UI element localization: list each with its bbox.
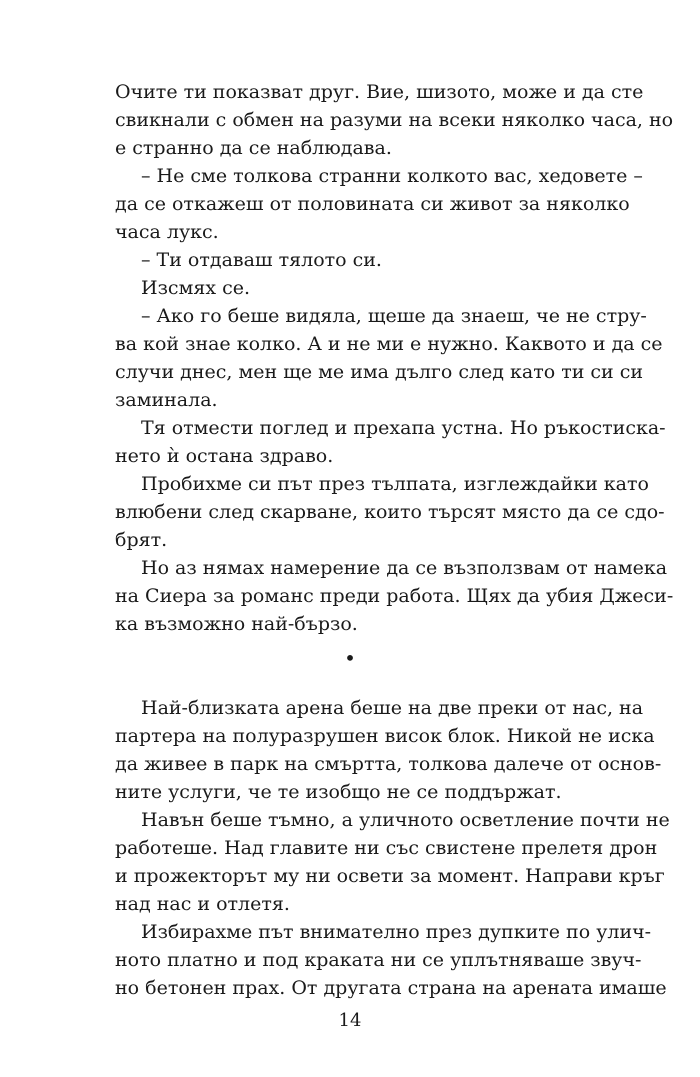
text-line: и прожекторът му ни освети за момент. Направи кръг [115,865,665,887]
text-line: но бетонен прах. От другата страна на арената имаше [115,977,667,999]
paragraph [89,414,666,470]
text-line: – Ти отдаваш тялото си. [141,249,382,271]
text-line: да се откажеш от половината си живот за няколко [115,193,630,215]
scene-break-bullet: • [344,646,356,670]
text-line: Избирахме път внимателно през дупките по улич- [141,921,652,943]
paragraph [89,806,670,918]
paragraph [89,302,663,414]
paragraph [89,470,665,554]
paragraph [89,246,601,274]
text-block-2 [89,694,670,1002]
text-line: случи днес, мен ще ме има дълго след като ти си си [115,361,644,383]
text-line: Пробихме си път през тълпата, изглеждайки като [141,473,649,495]
text-line: ното платно и под краката ни се уплътняваше звуч- [115,949,642,971]
text-line: работеше. Над главите ни със свистене прелетя дрон [115,837,658,859]
text-line: – Ако го беше видяла, щеше да знаеш, че не стру- [141,305,647,327]
page-number: 14 [338,1010,362,1031]
text-line: над нас и отлетя. [115,893,290,915]
text-line: Очите ти показват друг. Вие, шизото, може и да сте [115,81,644,103]
paragraph [89,694,662,806]
text-line: часа лукс. [115,221,219,243]
text-line: влюбени след скарване, които търсят място да се сдо- [115,501,665,523]
text-block-1 [89,78,674,638]
paragraph [89,554,674,638]
text-line: на Сиера за романс преди работа. Щях да убия Джеси- [115,585,674,607]
text-line: партера на полуразрушен висок блок. Никой не иска [115,725,655,747]
paragraph [89,162,643,246]
text-line: – Не сме толкова странни колкото вас, хедовете – [141,165,643,187]
paragraph [89,918,667,1002]
paragraph [89,274,601,302]
text-line: ва кой знае колко. А и не ми е нужно. Каквото и да се [115,333,663,355]
text-line: ка възможно най-бързо. [115,613,358,635]
text-line: Изсмях се. [141,277,251,299]
text-line: нето ѝ остана здраво. [115,445,334,467]
text-line: Но аз нямах намерение да се възползвам от намека [141,557,668,579]
text-line: Тя отмести поглед и прехапа устна. Но ръкостиска- [141,417,666,439]
text-line: Най-близката арена беше на две преки от нас, на [141,697,644,719]
paragraph [89,78,674,162]
text-line: брят. [115,529,168,551]
text-line: свикнали с обмен на разуми на всеки няколко часа, но [115,109,674,131]
text-line: е странно да се наблюдава. [115,137,392,159]
text-line: Навън беше тъмно, а уличното осветление почти не [141,809,670,831]
text-line: да живее в парк на смъртта, толкова далече от основ- [115,753,662,775]
text-line: ните услуги, че те изобщо не се поддържат. [115,781,562,803]
text-line: заминала. [115,389,218,411]
